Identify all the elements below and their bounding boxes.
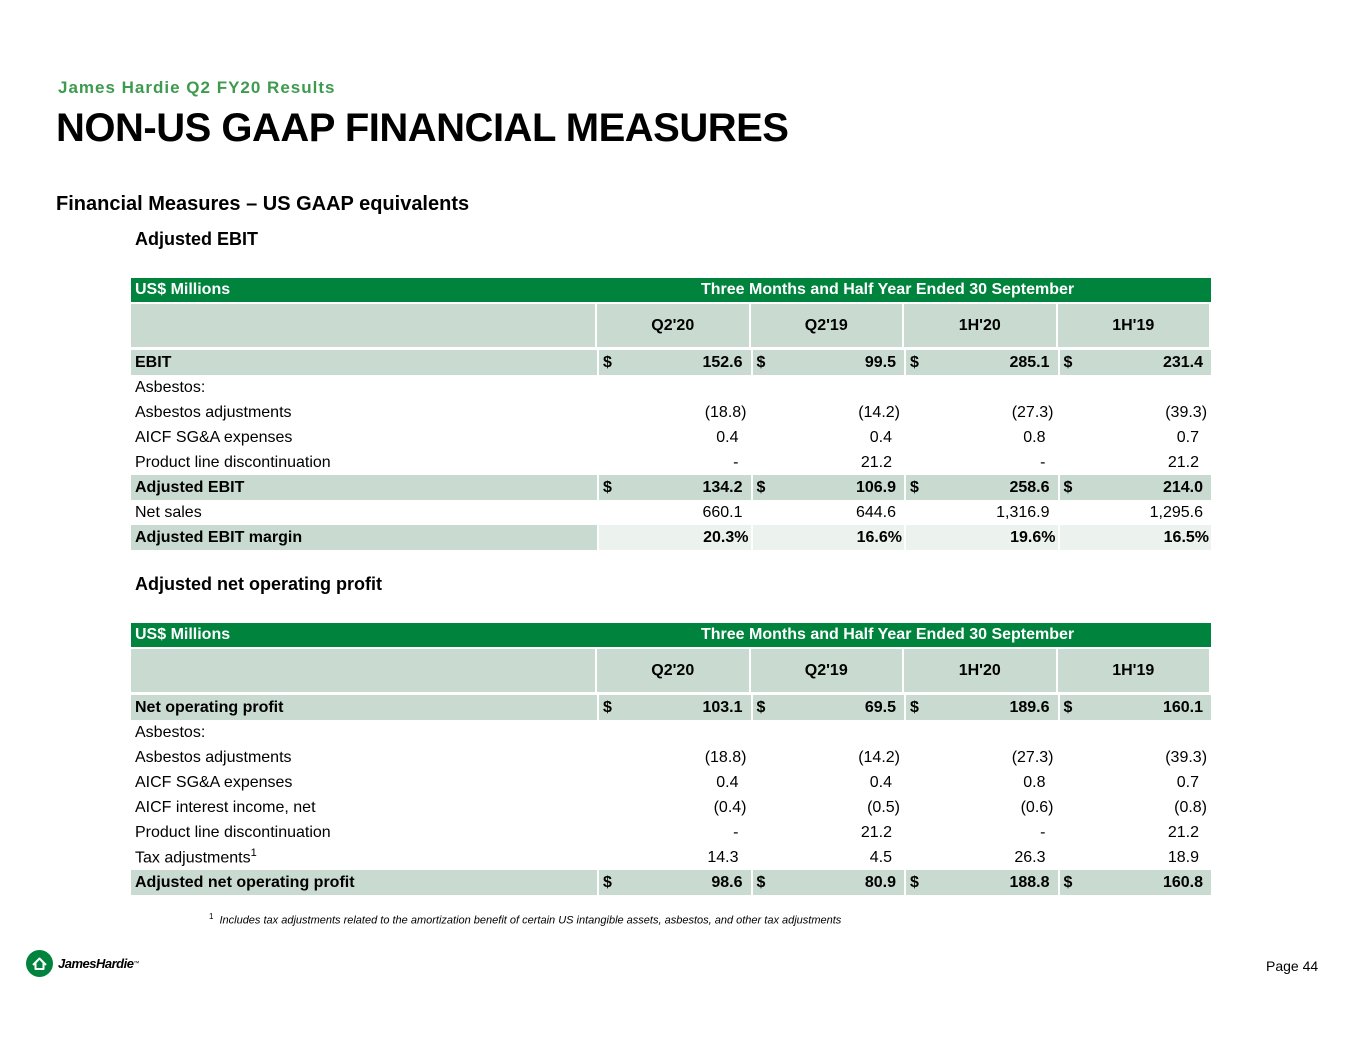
cell-value: 18.9 (1167, 848, 1200, 866)
footnote-text: Includes tax adjustments related to the amortization benefit of certain US intangible assets, asbestos, and other tax adjustments (219, 914, 842, 927)
currency-symbol: $ (1063, 698, 1073, 716)
cell-value: (27.3) (1011, 403, 1054, 421)
currency-symbol: $ (910, 353, 919, 371)
cell-value: 160.1 (1162, 698, 1204, 716)
cell-value: 19.6% (904, 525, 1058, 550)
cell-value: 103.1 (702, 698, 743, 716)
cell-value: 4.5 (869, 848, 892, 866)
cell-value: 69.5 (864, 698, 896, 716)
cell-value: (27.3) (1011, 748, 1054, 766)
cell-value: 26.3 (1014, 848, 1046, 866)
currency-symbol: $ (910, 698, 919, 716)
cell-value: (14.2) (858, 403, 900, 421)
cell-value: (39.3) (1165, 403, 1208, 421)
section-title-adjusted-ebit: Adjusted EBIT (135, 229, 259, 249)
cell-value: - (1040, 453, 1046, 471)
cell-value: 14.3 (707, 848, 739, 866)
cell-value: - (733, 453, 739, 471)
cell-value: 0.4 (716, 773, 739, 791)
row-label: EBIT (131, 350, 597, 375)
cell-value: 660.1 (702, 503, 743, 521)
units-label: US$ Millions (131, 623, 597, 647)
row-label: AICF interest income, net (135, 798, 316, 816)
column-header: Q2'20 (597, 647, 751, 692)
row-label: AICF SG&A expenses (135, 428, 293, 446)
house-logo-icon (26, 950, 53, 977)
page-number: Page 44 (1266, 958, 1319, 974)
table-row (131, 425, 1211, 450)
footnote-ref: 1 (250, 847, 257, 860)
table-row (131, 450, 1211, 475)
row-label: Asbestos adjustments (135, 403, 292, 421)
row-label: Asbestos adjustments (135, 748, 292, 766)
currency-symbol: $ (756, 478, 766, 496)
table-row (131, 820, 1211, 845)
cell-value: 0.8 (1023, 773, 1046, 791)
cell-value: 134.2 (702, 478, 743, 496)
cell-value: 106.9 (855, 478, 896, 496)
bottom-band (0, 1000, 1365, 1055)
cell-value: 152.6 (702, 353, 743, 371)
adjusted-ebit-table (131, 278, 1211, 550)
column-header: 1H'19 (1058, 302, 1212, 347)
cell-value: (14.2) (858, 748, 900, 766)
cell-value: 1,316.9 (996, 503, 1050, 521)
row-label: Asbestos: (135, 378, 206, 396)
footnote-marker: 1 (209, 912, 214, 921)
cell-value: 21.2 (1167, 453, 1200, 471)
cell-value: 21.2 (860, 823, 892, 841)
logo-trademark: ™ (133, 960, 140, 967)
column-header: Q2'20 (597, 302, 751, 347)
cell-value: 189.6 (1009, 698, 1050, 716)
row-label: Asbestos: (135, 723, 206, 741)
cell-value: 1,295.6 (1149, 503, 1204, 521)
column-header: Q2'19 (751, 302, 905, 347)
table-row (131, 695, 1211, 720)
adjusted-nop-table (131, 623, 1211, 895)
section-title-adjusted-nop: Adjusted net operating profit (135, 574, 382, 594)
table-header-row (131, 278, 1211, 302)
period-label: Three Months and Half Year Ended 30 September (597, 623, 1211, 647)
row-label: Adjusted EBIT (131, 475, 597, 500)
currency-symbol: $ (756, 698, 766, 716)
cell-value: 98.6 (711, 873, 743, 891)
table-row (131, 845, 1211, 870)
cell-value: 0.4 (716, 428, 739, 446)
currency-symbol: $ (756, 873, 766, 891)
currency-symbol: $ (603, 478, 612, 496)
currency-symbol: $ (910, 873, 919, 891)
cell-value: - (733, 823, 739, 841)
james-hardie-logo (26, 950, 139, 977)
currency-symbol: $ (910, 478, 919, 496)
table-row (131, 400, 1211, 425)
presentation-supertitle: James Hardie Q2 FY20 Results (58, 78, 336, 97)
currency-symbol: $ (1063, 478, 1073, 496)
cell-value: 214.0 (1162, 478, 1204, 496)
cell-value: 0.4 (869, 428, 892, 446)
column-header: Q2'19 (751, 647, 905, 692)
row-label: Tax adjustments (135, 849, 251, 867)
cell-value: 0.4 (869, 773, 892, 791)
cell-value: 16.6% (751, 525, 905, 550)
table-row (131, 525, 1211, 550)
cell-value: 21.2 (1167, 823, 1200, 841)
currency-symbol: $ (1063, 353, 1073, 371)
period-label: Three Months and Half Year Ended 30 September (597, 278, 1211, 302)
table-row (131, 745, 1211, 770)
cell-value: 644.6 (855, 503, 896, 521)
cell-value: 0.7 (1176, 428, 1200, 446)
currency-symbol: $ (603, 873, 612, 891)
cell-value: (18.8) (704, 748, 747, 766)
row-label: AICF SG&A expenses (135, 773, 293, 791)
cell-value: 99.5 (864, 353, 896, 371)
cell-value: 16.5% (1058, 525, 1212, 550)
column-header-row (131, 647, 1211, 692)
column-header: 1H'20 (904, 647, 1058, 692)
cell-value: 231.4 (1162, 353, 1204, 371)
footnote (209, 912, 841, 927)
cell-value: (0.5) (867, 798, 900, 816)
table-row (131, 720, 1211, 745)
table-header-row (131, 623, 1211, 647)
currency-symbol: $ (603, 353, 612, 371)
row-label: Product line discontinuation (135, 453, 331, 471)
table-row (131, 770, 1211, 795)
page-subtitle: Financial Measures – US GAAP equivalents (56, 193, 470, 215)
cell-value: 21.2 (860, 453, 892, 471)
currency-symbol: $ (603, 698, 612, 716)
column-header: 1H'20 (904, 302, 1058, 347)
column-header: 1H'19 (1058, 647, 1212, 692)
cell-value: (0.6) (1020, 798, 1054, 816)
cell-value: (39.3) (1165, 748, 1208, 766)
cell-value: - (1040, 823, 1046, 841)
column-header-row (131, 302, 1211, 347)
logo-wordmark: JamesHardie (58, 956, 134, 971)
table-row (131, 500, 1211, 525)
row-label: Net operating profit (131, 695, 597, 720)
table-row (131, 475, 1211, 500)
cell-value: 20.3% (597, 525, 751, 550)
cell-value: 160.8 (1162, 873, 1204, 891)
cell-value: 258.6 (1009, 478, 1050, 496)
row-label: Product line discontinuation (135, 823, 331, 841)
table-row (131, 870, 1211, 895)
row-label: Adjusted EBIT margin (131, 525, 597, 550)
cell-value: 0.8 (1023, 428, 1046, 446)
cell-value: 285.1 (1009, 353, 1050, 371)
cell-value: 188.8 (1009, 873, 1050, 891)
cell-value: 0.7 (1176, 773, 1200, 791)
row-label: Adjusted net operating profit (131, 870, 597, 895)
row-label: Net sales (135, 503, 202, 521)
table-row (131, 375, 1211, 400)
cell-value: (18.8) (704, 403, 747, 421)
cell-value: 80.9 (864, 873, 896, 891)
currency-symbol: $ (756, 353, 766, 371)
currency-symbol: $ (1063, 873, 1073, 891)
units-label: US$ Millions (131, 278, 597, 302)
page-title: NON-US GAAP FINANCIAL MEASURES (56, 106, 789, 150)
cell-value: (0.8) (1174, 798, 1208, 816)
table-row (131, 350, 1211, 375)
cell-value: (0.4) (713, 798, 747, 816)
table-row (131, 795, 1211, 820)
